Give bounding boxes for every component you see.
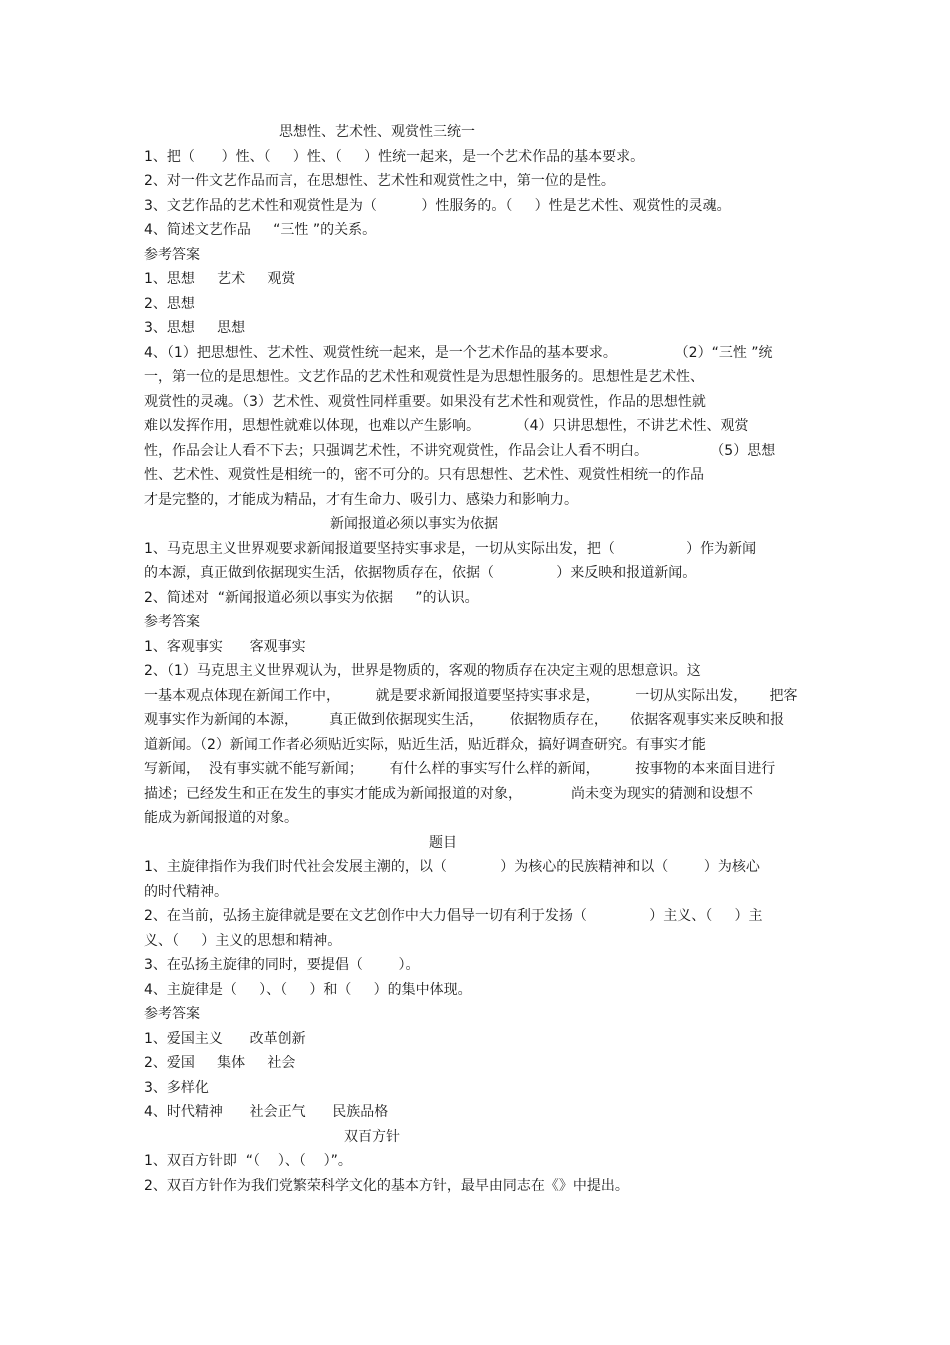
answer-line: 一，第一位的是思想性。文艺作品的艺术性和观赏性是为思想性服务的。思想性是艺术性、 xyxy=(144,369,704,385)
answer-line: 2、爱国 集体 社会 xyxy=(144,1055,296,1071)
answer-heading: 参考答案 xyxy=(144,1006,200,1022)
document-page xyxy=(144,120,808,1198)
answer-line: 观事实作为新闻的本源， 真正做到依据现实生活， 依据物质存在， 依据客观事实来反映和报 xyxy=(144,712,785,728)
answer-heading: 参考答案 xyxy=(144,614,200,630)
question-line: 3、文艺作品的艺术性和观赏性是为（ ）性服务的。（ ）性是艺术性、观赏性的灵魂。 xyxy=(144,197,731,214)
answer-line: 难以发挥作用，思想性就难以体现，也难以产生影响。 （4）只讲思想性，不讲艺术性、观赏 xyxy=(144,418,749,434)
section-news xyxy=(144,512,808,831)
answer-line: 2、（1）马克思主义世界观认为，世界是物质的，客观的物质存在决定主观的思想意识。这 xyxy=(144,663,701,679)
section-title: 思想性、艺术性、观赏性三统一 xyxy=(279,124,475,140)
question-line: 1、把（ ）性、（ ）性、（ ）性统一起来，是一个艺术作品的基本要求。 xyxy=(144,148,645,165)
question-line: 1、主旋律指作为我们时代社会发展主潮的，以（ ）为核心的民族精神和以（ ）为核心 xyxy=(144,859,760,875)
section-title: 双百方针 xyxy=(344,1128,400,1145)
answer-line: 才是完整的，才能成为精品，才有生命力、吸引力、感染力和影响力。 xyxy=(144,491,578,508)
section-title: 题目 xyxy=(429,834,457,851)
answer-line: 描述；已经发生和正在发生的事实才能成为新闻报道的对象， 尚未变为现实的猜测和设想不 xyxy=(144,785,753,802)
answer-heading: 参考答案 xyxy=(144,246,200,263)
answer-line: 1、爱国主义 改革创新 xyxy=(144,1030,306,1047)
question-line: 的本源，真正做到依据现实生活，依据物质存在，依据（ ）来反映和报道新闻。 xyxy=(144,565,697,581)
answer-line: 观赏性的灵魂。（3）艺术性、观赏性同样重要。如果没有艺术性和观赏性，作品的思想性就 xyxy=(144,393,706,410)
question-line: 的时代精神。 xyxy=(144,883,228,900)
answer-line: 3、多样化 xyxy=(144,1079,209,1096)
section-main-melody xyxy=(144,831,808,1125)
answer-line: 一基本观点体现在新闻工作中， 就是要求新闻报道要坚持实事求是， 一切从实际出发， 把客 xyxy=(144,687,798,704)
section-sanxing xyxy=(144,120,808,512)
question-line: 2、对一件文艺作品而言，在思想性、艺术性和观赏性之中，第一位的是性。 xyxy=(144,173,615,189)
question-line: 义、（ ）主义的思想和精神。 xyxy=(144,932,342,949)
question-line: 3、在弘扬主旋律的同时，要提倡（ ）。 xyxy=(144,957,420,973)
answer-line: 道新闻。（2）新闻工作者必须贴近实际，贴近生活，贴近群众，搞好调查研究。有事实才能 xyxy=(144,736,706,753)
answer-line: 4、时代精神 社会正气 民族品格 xyxy=(144,1104,389,1120)
question-line: 4、简述文艺作品 “三性 ”的关系。 xyxy=(144,222,377,238)
answer-line: 4、（1）把思想性、艺术性、观赏性统一起来，是一个艺术作品的基本要求。 （2）“三性 ”统 xyxy=(144,344,773,361)
answer-line: 性、艺术性、观赏性是相统一的，密不可分的。只有思想性、艺术性、观赏性相统一的作品 xyxy=(144,467,704,483)
answer-line: 能成为新闻报道的对象。 xyxy=(144,810,298,826)
question-line: 2、在当前，弘扬主旋律就是要在文艺创作中大力倡导一切有利于发扬（ ）主义、（ ）主 xyxy=(144,908,763,924)
question-line: 4、主旋律是（ ）、（ ）和（ ）的集中体现。 xyxy=(144,981,472,998)
answer-line: 1、客观事实 客观事实 xyxy=(144,638,306,655)
answer-line: 3、思想 思想 xyxy=(144,320,246,336)
answer-line: 写新闻， 没有事实就不能写新闻； 有什么样的事实写什么样的新闻， 按事物的本来面目进行 xyxy=(144,761,776,777)
answer-line: 2、思想 xyxy=(144,295,195,312)
question-line: 2、双百方针作为我们党繁荣科学文化的基本方针，最早由同志在《》中提出。 xyxy=(144,1177,629,1194)
question-line: 1、双百方针即 “（ ）、（ ）”。 xyxy=(144,1153,352,1169)
section-double-hundred xyxy=(144,1125,808,1199)
section-title: 新闻报道必须以事实为依据 xyxy=(330,516,498,532)
answer-line: 1、思想 艺术 观赏 xyxy=(144,271,296,287)
question-line: 1、马克思主义世界观要求新闻报道要坚持实事求是，一切从实际出发，把（ ）作为新闻 xyxy=(144,540,757,557)
question-line: 2、简述对 “新闻报道必须以事实为依据 ”的认识。 xyxy=(144,589,479,606)
answer-line: 性，作品会让人看不下去；只强调艺术性，不讲究观赏性，作品会让人看不明白。 （5）思想 xyxy=(144,442,776,459)
